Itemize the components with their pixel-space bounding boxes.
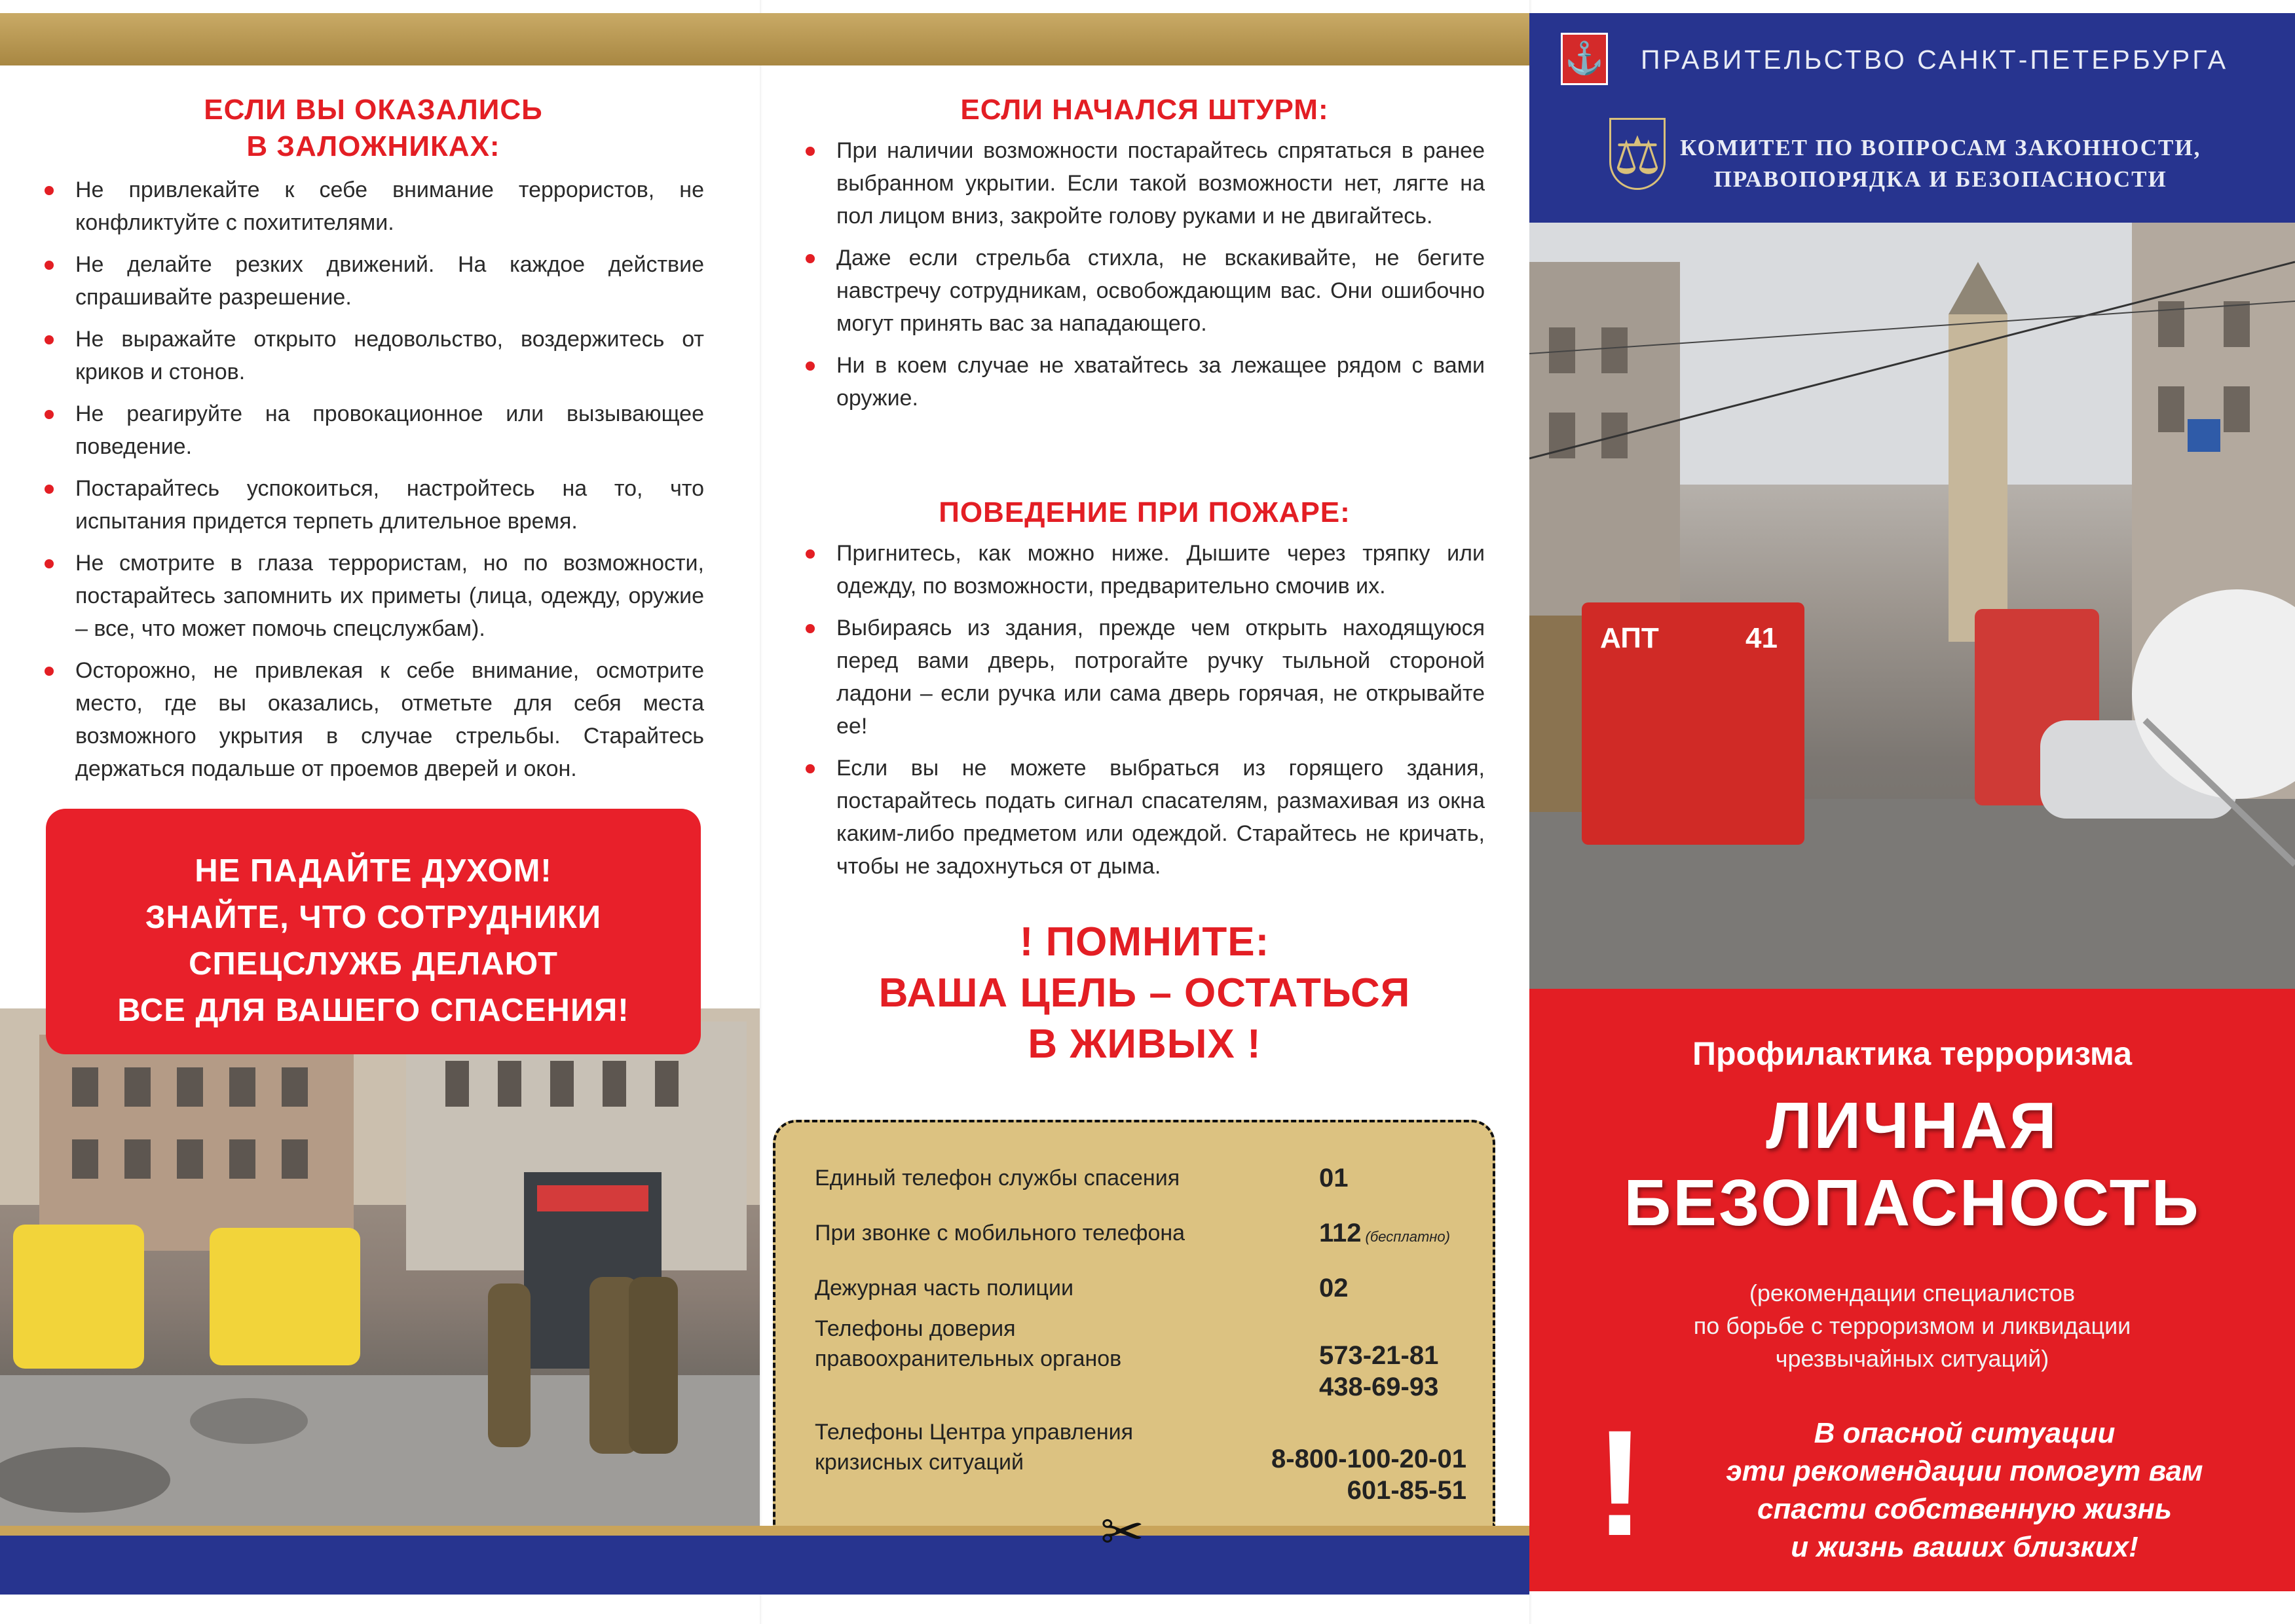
phone-number: 02 (1319, 1274, 1349, 1302)
list-item: Не смотрите в глаза террористам, но по возможности, постарайтесь запомнить их приметы (лица, одежду, оружие – все, что может помочь спецслужбам). (39, 547, 704, 645)
fire-truck-photo (1529, 223, 2295, 989)
phone-row-trust: Телефоны доверия правоохранительных органов 573-21-81 438-69-93 (815, 1316, 1439, 1401)
bottom-gold-line (760, 1526, 1529, 1536)
hostages-rules-list (39, 174, 704, 794)
exclamation-icon: ! (1595, 1399, 1645, 1567)
committee-shield-icon: ⚖ (1609, 118, 1666, 190)
bullet-icon (45, 485, 54, 494)
list-item: Пригнитесь, как можно ниже. Дышите через тряпку или одежду, по возможности, предварительно смочив их. (800, 537, 1485, 602)
fire-heading: ПОВЕДЕНИЕ ПРИ ПОЖАРЕ: (939, 496, 1351, 528)
government-title: ПРАВИТЕЛЬСТВО САНКТ-ПЕТЕРБУРГА (1641, 45, 2229, 75)
phone-number: 112 (бесплатно) (1319, 1219, 1450, 1247)
fold-shadow (760, 0, 762, 1624)
truck-number: 41 (1745, 622, 1778, 654)
bullet-icon (45, 410, 54, 419)
callout-line-2: ЗНАЙТЕ, ЧТО СОТРУДНИКИ (145, 900, 602, 935)
phone-row-crisis: Телефоны Центра управления кризисных ситуаций 8-800-100-20-01 601-85-51 (815, 1420, 1466, 1505)
remember-line-1: ! ПОМНИТЕ: (1019, 919, 1270, 965)
emergency-phones-box: Единый телефон службы спасения 01 При звонке с мобильного телефона 112 (бесплатно) Дежурная часть полиции 02 Телефоны доверия правоохранительных органов 573-21-81 438-69-93 Телефоны Центра управления кризисных ситуаций 8-800-100-20-01 601-85-51 (773, 1120, 1495, 1526)
scissors-icon: ✂ (1100, 1503, 1145, 1561)
remember-line-2: ВАША ЦЕЛЬ – ОСТАТЬСЯ (878, 970, 1411, 1016)
cover-title-block (1529, 989, 2295, 1591)
list-item: Не привлекайте к себе внимание террористов, не конфликтуйте с похитителями. (39, 174, 704, 239)
phone-number: 01 (1319, 1164, 1349, 1192)
panel-assault-fire (760, 0, 1529, 1624)
cover-note: В опасной ситуации эти рекомендации помогут вам спасти собственную жизнь и жизнь ваших близких! (1726, 1417, 2203, 1563)
top-gold-bar (760, 13, 1529, 65)
cover-subtitle: Профилактика терроризма (1692, 1035, 2132, 1072)
street-rescue-photo (0, 1008, 760, 1526)
phone-numbers: 8-800-100-20-01 601-85-51 (1271, 1445, 1466, 1505)
fire-truck (1582, 602, 1804, 845)
bullet-icon (45, 186, 54, 195)
top-gold-bar (0, 13, 760, 65)
committee-title: КОМИТЕТ ПО ВОПРОСАМ ЗАКОННОСТИ, ПРАВОПОРЯДКА И БЕЗОПАСНОСТИ (1680, 135, 2201, 192)
panel-cover (1529, 0, 2295, 1624)
bullet-icon (45, 667, 54, 676)
bullet-icon (806, 361, 815, 371)
spb-coat-of-arms-icon: ⚓ (1561, 33, 1608, 85)
list-item: Не реагируйте на провокационное или вызывающее поведение. (39, 397, 704, 463)
bullet-icon (806, 147, 815, 156)
cover-description: (рекомендации специалистов по борьбе с терроризмом и ликвидации чрезвычайных ситуаций) (1693, 1280, 2131, 1372)
bullet-icon (806, 624, 815, 633)
government-header (1529, 13, 2295, 223)
list-item: При наличии возможности постарайтесь спрятаться в ранее выбранном укрытии. Если такой возможности нет, лягте на пол лицом вниз, закройте голову руками и не двигайтесь. (800, 134, 1485, 232)
remember-message (760, 917, 1529, 1070)
bottom-blue-bar (760, 1536, 1529, 1595)
callout-line-1: НЕ ПАДАЙТЕ ДУХОМ! (195, 853, 552, 889)
cover-title: ЛИЧНАЯ БЕЗОПАСНОСТЬ (1624, 1089, 2201, 1240)
callout-line-3: СПЕЦСЛУЖБ ДЕЛАЮТ (189, 946, 558, 982)
remember-line-3: В ЖИВЫХ ! (1028, 1022, 1261, 1067)
bullet-icon (45, 335, 54, 344)
bottom-gold-line (0, 1526, 760, 1536)
bullet-icon (45, 261, 54, 270)
callout-line-4: ВСЕ ДЛЯ ВАШЕГО СПАСЕНИЯ! (117, 993, 629, 1028)
list-item: Постарайтесь успокоиться, настройтесь на то, что испытания придется терпеть длительное время. (39, 472, 704, 538)
phone-numbers: 573-21-81 438-69-93 (1319, 1341, 1439, 1401)
list-item: Ни в коем случае не хватайтесь за лежащее рядом с вами оружие. (800, 349, 1485, 415)
list-item: Не выражайте открыто недовольство, воздержитесь от криков и стонов. (39, 323, 704, 388)
encouragement-callout (46, 809, 701, 1054)
assault-heading: ЕСЛИ НАЧАЛСЯ ШТУРМ: (960, 94, 1329, 126)
list-item: Даже если стрельба стихла, не вскакивайте, не бегите навстречу сотрудникам, освобождающим вас. Они ошибочно могут принять вас за нападающего. (800, 242, 1485, 340)
free-call-note: (бесплатно) (1365, 1228, 1450, 1245)
hostages-heading (98, 92, 648, 165)
list-item: Осторожно, не привлекая к себе внимание, осмотрите место, где вы оказались, отметьте для себя места возможного укрытия в случае стрельбы. Старайтесь держаться подальше от проемов дверей и окон. (39, 654, 704, 785)
bullet-icon (45, 559, 54, 568)
bottom-blue-bar (0, 1536, 760, 1595)
hostages-heading-line-2: В ЗАЛОЖНИКАХ: (246, 130, 500, 162)
bullet-icon (806, 549, 815, 559)
assault-rules-list (800, 134, 1485, 424)
hostages-heading-line-1: ЕСЛИ ВЫ ОКАЗАЛИСЬ (204, 94, 543, 126)
list-item: Если вы не можете выбраться из горящего здания, постарайтесь подать сигнал спасателям, размахивая из окна каким-либо предметом или одеждой. Старайтесь не кричать, чтобы не задохнуться от дыма. (800, 752, 1485, 883)
fire-rules-list (800, 537, 1485, 892)
list-item: Не делайте резких движений. На каждое действие спрашивайте разрешение. (39, 248, 704, 314)
panel-hostages (0, 0, 760, 1624)
bullet-icon (806, 764, 815, 773)
photo-illustration (0, 1008, 760, 1526)
bullet-icon (806, 254, 815, 263)
list-item: Выбираясь из здания, прежде чем открыть находящуюся перед вами дверь, потрогайте ручку тыльной стороной ладони – если ручка или сама дверь горячая, не открывайте ее! (800, 612, 1485, 743)
truck-label: АПТ (1600, 622, 1659, 654)
